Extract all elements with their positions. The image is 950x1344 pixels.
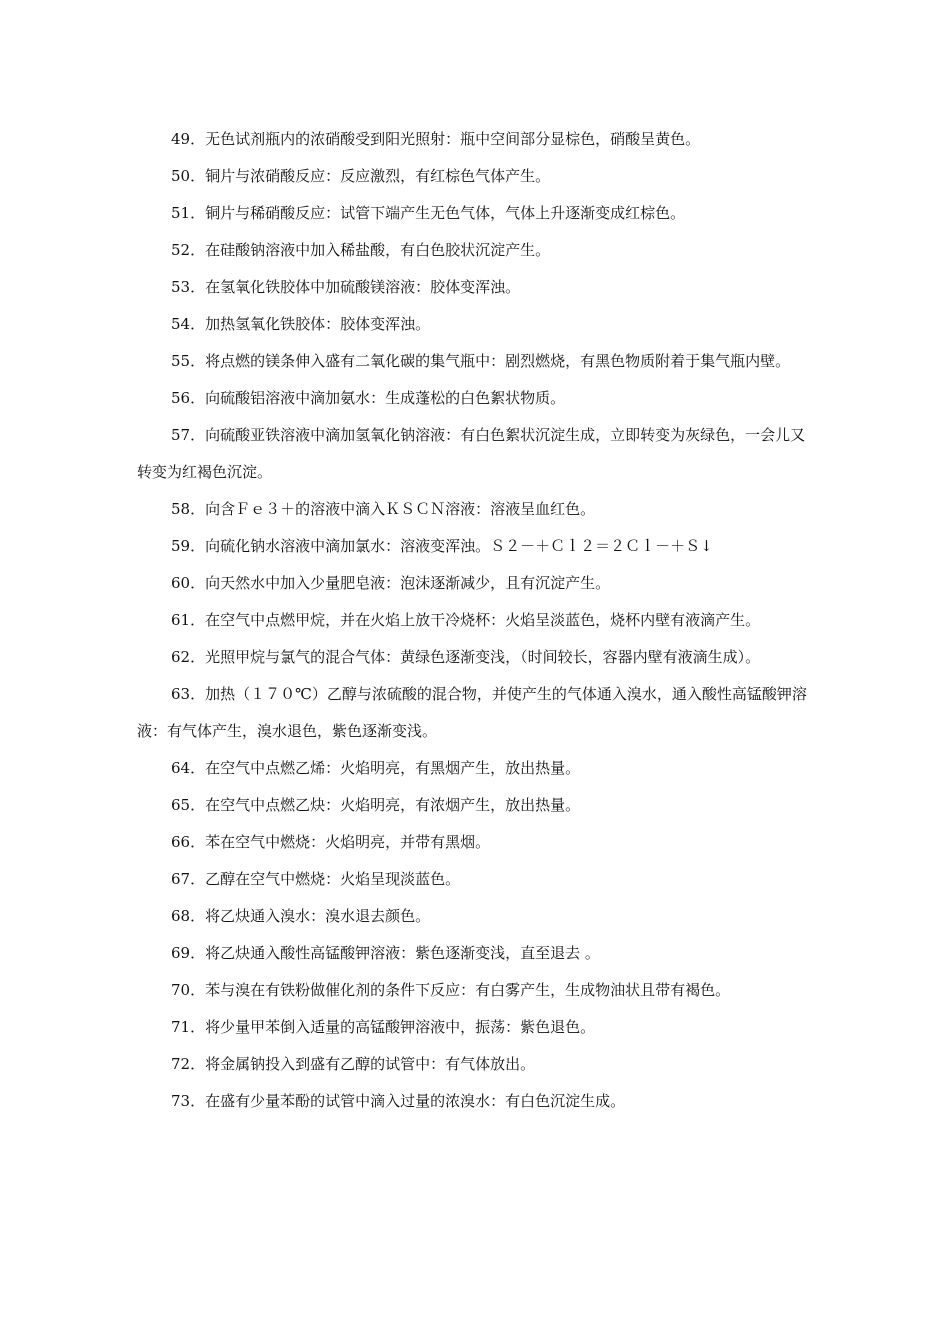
list-item [137,269,817,306]
item-text: 无色试剂瓶内的浓硝酸受到阳光照射：瓶中空间部分显棕色，硝酸呈黄色。 [205,130,701,148]
list-item [137,417,817,491]
item-text: 将点燃的镁条伸入盛有二氧化碳的集气瓶中：剧烈燃烧，有黑色物质附着于集气瓶内壁。 [205,352,791,370]
document-body [137,121,817,1120]
list-item [137,676,817,750]
item-text: 在空气中点燃乙炔：火焰明亮，有浓烟产生，放出热量。 [205,796,581,814]
list-item [137,1009,817,1046]
item-text: 加热（１７０℃）乙醇与浓硫酸的混合物，并使产生的气体通入溴水，通入酸性高锰酸钾溶液：有气体产生，溴水退色，紫色逐渐变浅。 [137,685,807,740]
item-number: 57． [171,426,206,444]
list-item [137,602,817,639]
item-text: 在硅酸钠溶液中加入稀盐酸，有白色胶状沉淀产生。 [205,241,551,259]
item-number: 52． [171,241,206,259]
item-text: 光照甲烷与氯气的混合气体：黄绿色逐渐变浅，（时间较长，容器内壁有液滴生成）。 [205,648,761,666]
list-item [137,343,817,380]
item-text: 铜片与稀硝酸反应：试管下端产生无色气体，气体上升逐渐变成红棕色。 [205,204,686,222]
item-number: 56． [171,389,206,407]
list-item [137,750,817,787]
item-number: 72． [171,1055,206,1073]
item-number: 58． [171,500,206,518]
item-text: 乙醇在空气中燃烧：火焰呈现淡蓝色。 [205,870,461,888]
item-text: 在盛有少量苯酚的试管中滴入过量的浓溴水：有白色沉淀生成。 [205,1092,626,1110]
list-item [137,639,817,676]
item-number: 62． [171,648,206,666]
item-number: 60． [171,574,206,592]
item-text: 向硫化钠水溶液中滴加氯水：溶液变浑浊。Ｓ２－＋Ｃｌ２＝２Ｃｌ－＋Ｓ↓ [205,537,713,555]
item-text: 向天然水中加入少量肥皂液：泡沫逐渐减少，且有沉淀产生。 [205,574,611,592]
item-text: 铜片与浓硝酸反应：反应激烈，有红棕色气体产生。 [205,167,551,185]
item-number: 59． [171,537,206,555]
item-number: 73． [171,1092,206,1110]
item-number: 64． [171,759,206,777]
list-item [137,195,817,232]
list-item [137,491,817,528]
list-item [137,898,817,935]
item-number: 55． [171,352,206,370]
item-text: 加热氢氧化铁胶体：胶体变浑浊。 [205,315,431,333]
list-item [137,158,817,195]
list-item [137,787,817,824]
item-number: 69． [171,944,206,962]
item-text: 在氢氧化铁胶体中加硫酸镁溶液：胶体变浑浊。 [205,278,521,296]
item-number: 50． [171,167,206,185]
item-number: 53． [171,278,206,296]
item-text: 苯在空气中燃烧：火焰明亮，并带有黑烟。 [205,833,491,851]
item-text: 将乙炔通入溴水：溴水退去颜色。 [205,907,431,925]
list-item [137,306,817,343]
item-number: 66． [171,833,206,851]
item-number: 61． [171,611,206,629]
item-text: 在空气中点燃甲烷，并在火焰上放干冷烧杯：火焰呈淡蓝色，烧杯内壁有液滴产生。 [205,611,761,629]
item-number: 63． [171,685,206,703]
list-item [137,972,817,1009]
item-number: 67． [171,870,206,888]
list-item [137,824,817,861]
list-item [137,232,817,269]
item-number: 71． [171,1018,206,1036]
list-item [137,861,817,898]
item-number: 70． [171,981,206,999]
item-number: 51． [171,204,206,222]
item-text: 将少量甲苯倒入适量的高锰酸钾溶液中，振荡：紫色退色。 [205,1018,596,1036]
item-text: 向硫酸亚铁溶液中滴加氢氧化钠溶液：有白色絮状沉淀生成，立即转变为灰绿色，一会儿又转变为红褐色沉淀。 [137,426,806,481]
item-number: 65． [171,796,206,814]
item-text: 苯与溴在有铁粉做催化剂的条件下反应：有白雾产生，生成物油状且带有褐色。 [205,981,731,999]
list-item [137,1046,817,1083]
item-text: 向含Ｆｅ３＋的溶液中滴入ＫＳＣＮ溶液：溶液呈血红色。 [205,500,596,518]
item-number: 54． [171,315,206,333]
item-number: 49． [171,130,206,148]
item-text: 在空气中点燃乙烯：火焰明亮，有黑烟产生，放出热量。 [205,759,581,777]
list-item [137,121,817,158]
list-item [137,935,817,972]
item-text: 将乙炔通入酸性高锰酸钾溶液：紫色逐渐变浅，直至退去 。 [205,944,600,962]
item-number: 68． [171,907,206,925]
list-item [137,380,817,417]
list-item [137,528,817,565]
list-item [137,565,817,602]
item-text: 将金属钠投入到盛有乙醇的试管中：有气体放出。 [205,1055,536,1073]
list-item [137,1083,817,1120]
item-text: 向硫酸铝溶液中滴加氨水：生成蓬松的白色絮状物质。 [205,389,566,407]
